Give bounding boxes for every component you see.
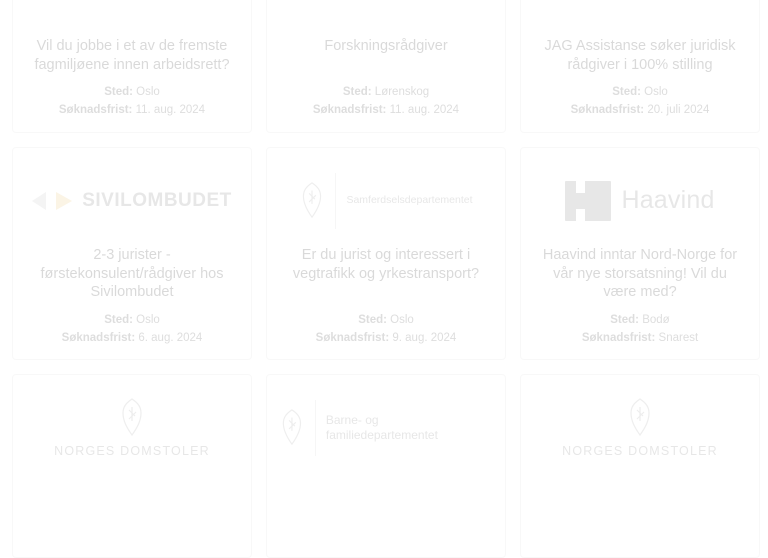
haavind-logo: [565, 181, 714, 221]
norwegian-coat-of-arms-icon: [627, 397, 653, 439]
barne-og-familiedepartementet-logo: [279, 400, 493, 456]
job-deadline-label: Søknadsfrist:: [315, 331, 390, 344]
job-location: [612, 85, 668, 100]
employer-logo: [279, 0, 493, 31]
job-location-value: Bodø: [642, 313, 670, 326]
job-location-value: Oslo: [136, 313, 160, 326]
norwegian-coat-of-arms-icon: [299, 181, 325, 221]
job-deadline-label: Søknadsfrist:: [581, 331, 656, 344]
job-card[interactable]: [12, 0, 252, 133]
sivilombudet-mark-icon: [32, 188, 72, 214]
job-title: 2-3 jurister - førstekonsulent/rådgiver hos Sivilombudet: [40, 246, 224, 301]
job-deadline-value: 6. aug. 2024: [138, 331, 203, 344]
norwegian-coat-of-arms-icon: [279, 408, 305, 448]
job-location: [610, 313, 669, 328]
job-card[interactable]: [520, 147, 760, 361]
job-location-label: Sted:: [342, 86, 372, 99]
job-title: Haavind inntar Nord-Norge for vår nye storsatsning! Vil du være med?: [542, 246, 738, 301]
job-location: [104, 313, 160, 328]
job-deadline: [571, 103, 710, 118]
job-deadline-value: 9. aug. 2024: [392, 331, 457, 344]
job-card[interactable]: [520, 374, 760, 558]
logo-divider: [335, 173, 336, 229]
job-deadline-label: Søknadsfrist:: [61, 331, 136, 344]
job-title: Er du jurist og interessert i vegtrafikk og yrkestransport?: [292, 246, 480, 282]
job-card[interactable]: [266, 374, 506, 558]
norges-domstoler-logo: [54, 397, 210, 460]
job-card[interactable]: [266, 0, 506, 133]
job-deadline: [316, 331, 457, 346]
job-card[interactable]: [520, 0, 760, 133]
norges-domstoler-logo: [562, 397, 718, 460]
employer-logo-text: Barne- og familiedepartementet: [325, 412, 438, 443]
job-location-value: Oslo: [644, 86, 668, 99]
job-deadline-label: Søknadsfrist:: [570, 104, 645, 117]
job-card[interactable]: [12, 147, 252, 361]
samferdselsdepartementet-logo: [299, 173, 472, 229]
job-location-label: Sted:: [104, 86, 133, 99]
haavind-mark-icon: [565, 181, 611, 221]
job-deadline: [582, 331, 698, 346]
job-location: [343, 85, 429, 100]
employer-logo-text: Samferdselsdepartementet: [346, 194, 473, 207]
job-location-value: Oslo: [390, 313, 414, 326]
job-card[interactable]: [266, 147, 506, 361]
job-location: [104, 85, 160, 100]
employer-logo: [533, 162, 747, 240]
job-location-value: Lørenskog: [374, 86, 430, 99]
norwegian-coat-of-arms-icon: [119, 397, 145, 439]
employer-logo: [279, 389, 493, 467]
job-deadline-value: 20. juli 2024: [647, 104, 710, 117]
job-deadline-value: Snarest: [658, 331, 699, 344]
employer-logo-text: NORGES DOMSTOLER: [54, 444, 210, 459]
job-location-label: Sted:: [358, 313, 387, 326]
job-deadline-value: 11. aug. 2024: [135, 104, 206, 117]
job-deadline-value: 11. aug. 2024: [389, 104, 460, 117]
job-title: JAG Assistanse søker juridisk rådgiver i 100% stilling: [544, 38, 736, 73]
job-card[interactable]: [12, 374, 252, 558]
logo-divider: [315, 400, 316, 456]
job-title: Forskningsrådgiver: [324, 38, 448, 54]
employer-logo-text: SIVILOMBUDET: [82, 189, 232, 211]
job-deadline: [62, 331, 203, 346]
job-title: Vil du jobbe i et av de fremste fagmiljøene innen arbeidsrett?: [34, 38, 230, 73]
job-location-label: Sted:: [612, 86, 641, 99]
employer-logo-text: Haavind: [621, 186, 715, 215]
job-location-value: Oslo: [136, 86, 160, 99]
job-location-label: Sted:: [610, 313, 640, 326]
employer-logo: [25, 389, 239, 467]
employer-logo: [533, 0, 747, 31]
sivilombudet-logo: [32, 188, 232, 214]
employer-logo: [533, 389, 747, 467]
job-deadline-label: Søknadsfrist:: [312, 104, 387, 117]
employer-logo: [25, 162, 239, 240]
employer-logo: [279, 162, 493, 240]
job-deadline-label: Søknadsfrist:: [58, 104, 133, 117]
job-location-label: Sted:: [104, 313, 133, 326]
employer-logo: [25, 0, 239, 31]
job-deadline: [313, 103, 459, 118]
job-deadline: [59, 103, 205, 118]
job-location: [358, 313, 414, 328]
employer-logo-text: NORGES DOMSTOLER: [562, 444, 718, 459]
